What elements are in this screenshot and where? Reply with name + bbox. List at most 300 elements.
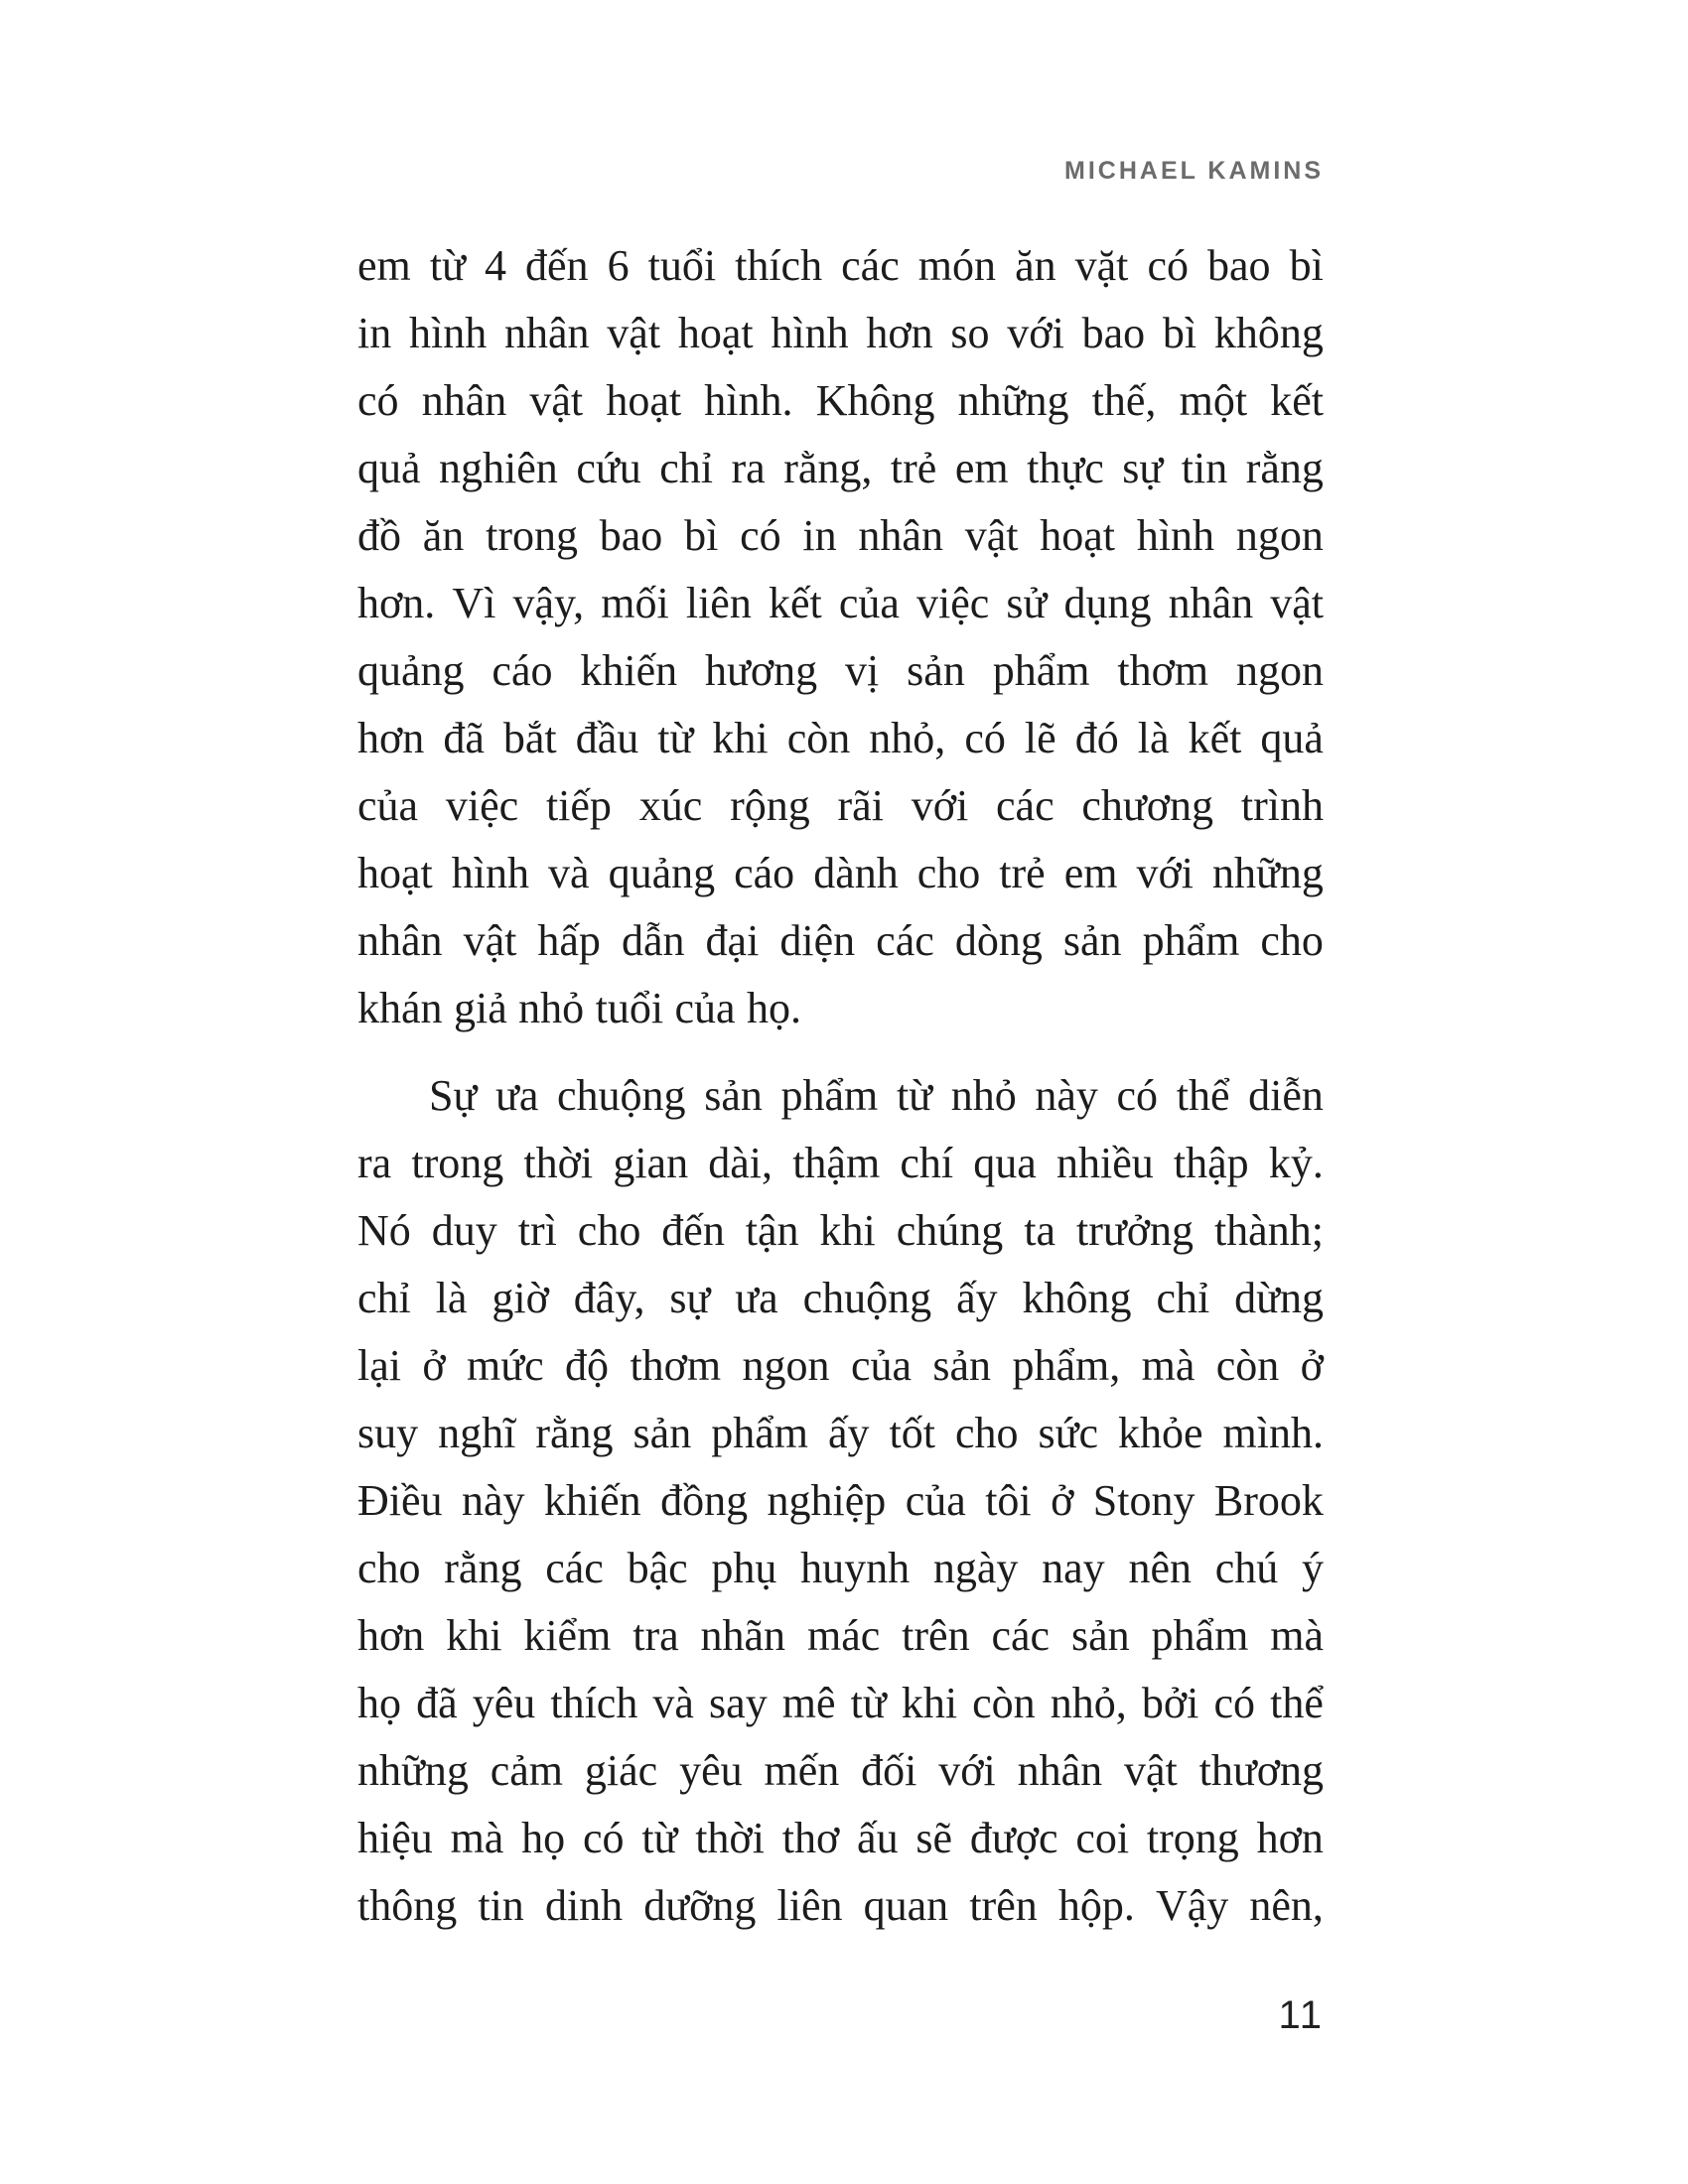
word: sản	[932, 1341, 992, 1390]
word: vật	[607, 309, 661, 357]
text-line	[357, 1332, 1324, 1400]
word: ra	[731, 444, 766, 492]
word: mác	[806, 1611, 881, 1660]
word: hình	[451, 849, 530, 897]
text-line	[357, 772, 1324, 840]
word: hình	[771, 309, 849, 357]
word: mê	[781, 1679, 836, 1727]
word: cho	[916, 849, 981, 897]
word: từ	[896, 1071, 933, 1120]
word: nhãn	[700, 1611, 786, 1660]
word: nghĩ	[438, 1409, 516, 1457]
word: có	[964, 714, 1006, 762]
word: chí	[900, 1139, 954, 1187]
word: thơm	[1117, 646, 1209, 695]
word: mà	[450, 1814, 504, 1862]
word: khán	[357, 984, 443, 1032]
word: đồng	[660, 1476, 749, 1525]
word: bì	[1289, 241, 1324, 290]
word: bởi	[1141, 1679, 1199, 1727]
text-line	[357, 435, 1324, 502]
word: dừng	[1234, 1274, 1324, 1322]
word: vật	[1124, 1746, 1178, 1795]
word: nghiên	[439, 444, 558, 492]
word: các	[545, 1544, 604, 1592]
word: các	[876, 916, 934, 965]
word: phẩm	[992, 646, 1090, 695]
word: không	[1213, 309, 1324, 357]
word: so	[950, 309, 990, 357]
text-line	[357, 1737, 1324, 1805]
word: khi	[712, 714, 769, 762]
word: ngon	[1235, 646, 1324, 695]
word: việc	[915, 579, 990, 627]
word: mến	[764, 1746, 840, 1795]
word: Vậy	[1155, 1881, 1229, 1930]
text-line	[357, 637, 1324, 705]
paragraph	[357, 1062, 1324, 1940]
word: cứu	[576, 444, 641, 492]
word: từ	[657, 714, 694, 762]
word: thông	[357, 1881, 458, 1930]
word: thích	[550, 1679, 638, 1727]
text-line	[357, 1467, 1324, 1535]
word: Sự	[429, 1071, 478, 1120]
word: hơn	[357, 1611, 425, 1660]
word: món	[917, 241, 997, 290]
word: chúng	[896, 1206, 1004, 1255]
text-line	[357, 502, 1324, 570]
word: còn	[786, 714, 851, 762]
word: nên,	[1249, 1881, 1324, 1930]
word: thơm	[630, 1341, 722, 1390]
word: được	[969, 1814, 1058, 1862]
word: giả	[453, 984, 507, 1032]
word: hơn.	[357, 579, 436, 627]
word: chỉ	[659, 444, 713, 492]
word: duy	[431, 1206, 497, 1255]
word: những	[1212, 849, 1324, 897]
word: trẻ	[890, 444, 937, 492]
word: đến	[524, 241, 589, 290]
word: dụng	[1063, 579, 1152, 627]
word: ấy	[956, 1274, 998, 1322]
word: ấu	[857, 1814, 899, 1862]
text-line	[357, 1197, 1324, 1265]
word: và	[652, 1679, 694, 1727]
word: phẩm	[780, 1071, 879, 1120]
word: hoạt	[1040, 511, 1116, 560]
word: ra	[357, 1139, 392, 1187]
word: sử	[1006, 579, 1048, 627]
word: cáo	[734, 849, 795, 897]
word: ăn	[422, 511, 465, 560]
word: phẩm	[1142, 916, 1240, 965]
word: có	[357, 376, 399, 425]
word: mức	[467, 1341, 544, 1390]
word: quả	[357, 444, 421, 492]
word: trì	[517, 1206, 557, 1255]
word: phẩm,	[1012, 1341, 1121, 1390]
text-line	[357, 570, 1324, 637]
word: nhỏ,	[1050, 1679, 1127, 1727]
text-line	[357, 1062, 1324, 1130]
word: thể	[1176, 1071, 1230, 1120]
word: kết	[1270, 376, 1324, 425]
word: đã	[443, 714, 485, 762]
word: tuổi	[595, 984, 664, 1032]
text-line	[357, 1872, 1324, 1940]
word: đầu	[575, 714, 639, 762]
word: in	[802, 511, 837, 560]
word: hộp.	[1057, 1881, 1135, 1930]
running-header-author: MICHAEL KAMINS	[1064, 157, 1324, 185]
word: vật	[529, 376, 584, 425]
word: trên	[969, 1881, 1038, 1930]
word: bì	[1162, 309, 1197, 357]
word: thành;	[1213, 1206, 1324, 1255]
word: quan	[863, 1881, 949, 1930]
word: còn	[972, 1679, 1036, 1727]
word: trưởng	[1075, 1206, 1194, 1255]
word: thời	[695, 1814, 765, 1862]
word: nay	[1042, 1544, 1105, 1592]
text-line	[357, 1805, 1324, 1872]
word: bắt	[502, 714, 557, 762]
word: sự	[1122, 444, 1164, 492]
word: hình.	[704, 376, 793, 425]
text-line	[357, 300, 1324, 367]
word: nhỏ	[950, 1071, 1017, 1120]
word: 4	[484, 241, 506, 290]
word: độ	[565, 1341, 610, 1390]
word: in	[357, 309, 392, 357]
word: thậm	[792, 1139, 881, 1187]
word: chú	[1214, 1544, 1279, 1592]
word: từ	[429, 241, 466, 290]
word: rãi	[837, 781, 884, 830]
word: sản	[633, 1409, 692, 1457]
word: say	[709, 1679, 768, 1727]
word: với	[911, 781, 969, 830]
word: bì	[684, 511, 719, 560]
word: còn	[1215, 1341, 1280, 1390]
word: vật	[463, 916, 517, 965]
word: kết	[768, 579, 822, 627]
word: huynh	[800, 1544, 911, 1592]
word: những	[357, 1746, 469, 1795]
word: nghiệp	[767, 1476, 887, 1525]
word: 6	[607, 241, 630, 290]
word: đến	[661, 1206, 725, 1255]
word: với	[1136, 849, 1194, 897]
word: mình.	[1222, 1409, 1324, 1457]
word: cho	[1260, 916, 1324, 965]
word: của	[838, 579, 900, 627]
word: khỏe	[1117, 1409, 1203, 1457]
word: sản	[704, 1071, 763, 1120]
text-line	[357, 1400, 1324, 1467]
word: tin	[1181, 444, 1228, 492]
word: khiến	[543, 1476, 641, 1525]
word: là	[435, 1274, 468, 1322]
word: dài,	[708, 1139, 774, 1187]
word: đó	[1074, 714, 1119, 762]
word: đối	[861, 1746, 917, 1795]
word: khi	[819, 1206, 876, 1255]
word: các	[841, 241, 900, 290]
word: trẻ	[999, 849, 1046, 897]
word: ta	[1024, 1206, 1055, 1255]
word: cảm	[490, 1746, 564, 1795]
word: thập	[1173, 1139, 1249, 1187]
word: sản	[907, 646, 965, 695]
word: các	[996, 781, 1055, 830]
word: phẩm	[711, 1409, 808, 1457]
word: có	[740, 511, 781, 560]
word: em	[954, 444, 1009, 492]
word: và	[548, 849, 590, 897]
word: qua	[973, 1139, 1037, 1187]
text-line	[357, 907, 1324, 975]
word: chương	[1081, 781, 1214, 830]
word: suy	[357, 1409, 419, 1457]
word: mối	[601, 579, 669, 627]
word: dành	[813, 849, 899, 897]
word: cho	[577, 1206, 641, 1255]
word: coi	[1075, 1814, 1130, 1862]
word: ở	[1051, 1476, 1074, 1525]
word: ngon	[742, 1341, 830, 1390]
word: đồ	[357, 511, 401, 560]
word: hoạt	[677, 309, 754, 357]
word: có	[1213, 1679, 1255, 1727]
word: từ	[850, 1679, 887, 1727]
word: của	[357, 781, 419, 830]
word: này	[1035, 1071, 1098, 1120]
word: đây,	[573, 1274, 645, 1322]
word: tiếp	[545, 781, 612, 830]
word: diễn	[1248, 1071, 1324, 1120]
word: rằng,	[783, 444, 873, 492]
word: thể	[1270, 1679, 1324, 1727]
word: phẩm	[1151, 1611, 1249, 1660]
word: không	[1022, 1274, 1132, 1322]
word: có	[1116, 1071, 1159, 1120]
word: của	[674, 984, 736, 1032]
word: khi	[446, 1611, 502, 1660]
word: cho	[954, 1409, 1019, 1457]
word: khi	[901, 1679, 958, 1727]
word: vật	[964, 511, 1019, 560]
word: lại	[357, 1341, 401, 1390]
word: một	[1179, 376, 1248, 425]
word: trên	[902, 1611, 970, 1660]
word: thời	[523, 1139, 594, 1187]
word: thực	[1027, 444, 1104, 492]
word: ăn	[1015, 241, 1056, 290]
text-line	[357, 840, 1324, 907]
word: thương	[1198, 1746, 1324, 1795]
word: của	[905, 1476, 966, 1525]
word: bao	[1081, 309, 1146, 357]
word: nhân	[504, 309, 590, 357]
word: phụ	[711, 1544, 777, 1592]
text-line	[357, 975, 1324, 1042]
word: tra	[633, 1611, 679, 1660]
word: có	[582, 1814, 625, 1862]
word: bậc	[627, 1544, 688, 1592]
word: bao	[1207, 241, 1271, 290]
word: chuộng	[557, 1071, 686, 1120]
word: Nó	[357, 1206, 411, 1255]
word: này	[461, 1476, 525, 1525]
word: tôi	[985, 1476, 1032, 1525]
word: giác	[584, 1746, 658, 1795]
word: hoạt	[357, 849, 433, 897]
word: nhân	[421, 376, 507, 425]
page-number: 11	[1278, 1993, 1324, 2037]
body-text	[357, 232, 1324, 1940]
word: cáo	[492, 646, 553, 695]
word: ngon	[1235, 511, 1324, 560]
word: gian	[613, 1139, 689, 1187]
word: với	[1007, 309, 1064, 357]
word: từ	[641, 1814, 678, 1862]
word: xúc	[638, 781, 703, 830]
word: là	[1137, 714, 1170, 762]
word: tuổi	[647, 241, 717, 290]
word: giờ	[492, 1274, 549, 1322]
word: vật	[1270, 579, 1324, 627]
word: thơ	[781, 1814, 840, 1862]
text-line	[357, 1535, 1324, 1602]
word: sự	[669, 1274, 711, 1322]
word: mà	[1270, 1611, 1324, 1660]
word: dưỡng	[643, 1881, 757, 1930]
word: bao	[599, 511, 663, 560]
word: việc	[445, 781, 519, 830]
word: Brook	[1213, 1476, 1324, 1525]
word: sản	[1062, 916, 1122, 965]
word: liên	[685, 579, 752, 627]
word: của	[850, 1341, 912, 1390]
word: nhỏ,	[869, 714, 946, 762]
word: trọng	[1146, 1814, 1239, 1862]
word: ở	[1300, 1341, 1324, 1390]
word: ưa	[494, 1071, 539, 1120]
word: hơn	[357, 714, 425, 762]
word: cho	[357, 1544, 421, 1592]
word: sức	[1038, 1409, 1098, 1457]
word: nhiều	[1055, 1139, 1154, 1187]
word: trong	[486, 511, 578, 560]
word: kiểm	[523, 1611, 612, 1660]
word: mà	[1141, 1341, 1196, 1390]
word: em	[357, 241, 411, 290]
word: chỉ	[357, 1274, 411, 1322]
word: có	[1147, 241, 1189, 290]
word: quảng	[357, 646, 465, 695]
word: trình	[1240, 781, 1324, 830]
word: sẽ	[915, 1814, 953, 1862]
word: vị	[845, 646, 880, 695]
word: vậy,	[512, 579, 585, 627]
word: dinh	[544, 1881, 624, 1930]
word: hấp	[537, 916, 601, 965]
word: tận	[745, 1206, 799, 1255]
word: hơn	[1256, 1814, 1324, 1862]
word: hiệu	[357, 1814, 433, 1862]
word: ý	[1302, 1544, 1324, 1592]
word: nên	[1128, 1544, 1192, 1592]
paragraph	[357, 232, 1324, 1042]
text-line	[357, 1670, 1324, 1737]
word: họ.	[747, 984, 801, 1032]
word: với	[938, 1746, 996, 1795]
word: ưa	[735, 1274, 778, 1322]
word: họ	[521, 1814, 566, 1862]
word: kết	[1188, 714, 1242, 762]
word: ở	[422, 1341, 446, 1390]
word: lẽ	[1024, 714, 1056, 762]
word: Stony	[1092, 1476, 1196, 1525]
word: dẫn	[621, 916, 685, 965]
word: em	[1063, 849, 1118, 897]
word: hình	[409, 309, 488, 357]
word: nhân	[858, 511, 943, 560]
word: dòng	[954, 916, 1043, 965]
word: rằng	[535, 1409, 614, 1457]
word: thế,	[1091, 376, 1157, 425]
text-line	[357, 367, 1324, 435]
word: khiến	[580, 646, 678, 695]
word: thích	[735, 241, 823, 290]
word: những	[957, 376, 1069, 425]
word: kỷ.	[1268, 1139, 1324, 1187]
word: quả	[1260, 714, 1324, 762]
word: họ	[357, 1679, 401, 1727]
word: trong	[411, 1139, 504, 1187]
word: rằng	[444, 1544, 522, 1592]
word: yêu	[679, 1746, 743, 1795]
word: chỉ	[1156, 1274, 1210, 1322]
word: hoạt	[606, 376, 682, 425]
word: rằng	[1245, 444, 1324, 492]
word: Điều	[357, 1476, 443, 1525]
word: hương	[705, 646, 818, 695]
word: Vì	[452, 579, 496, 627]
text-line	[357, 1602, 1324, 1670]
word: rộng	[730, 781, 810, 830]
word: sản	[1070, 1611, 1130, 1660]
word: nhân	[357, 916, 443, 965]
word: các	[991, 1611, 1051, 1660]
word: hơn	[866, 309, 933, 357]
text-line	[357, 705, 1324, 772]
word: nhỏ	[518, 984, 585, 1032]
word: chuộng	[802, 1274, 932, 1322]
word: Không	[815, 376, 935, 425]
word: đại	[705, 916, 760, 965]
word: diện	[779, 916, 856, 965]
text-line	[357, 1130, 1324, 1197]
word: quảng	[608, 849, 716, 897]
word: ấy	[827, 1409, 870, 1457]
word: yêu	[472, 1679, 536, 1727]
word: ngày	[932, 1544, 1019, 1592]
word: đã	[416, 1679, 458, 1727]
